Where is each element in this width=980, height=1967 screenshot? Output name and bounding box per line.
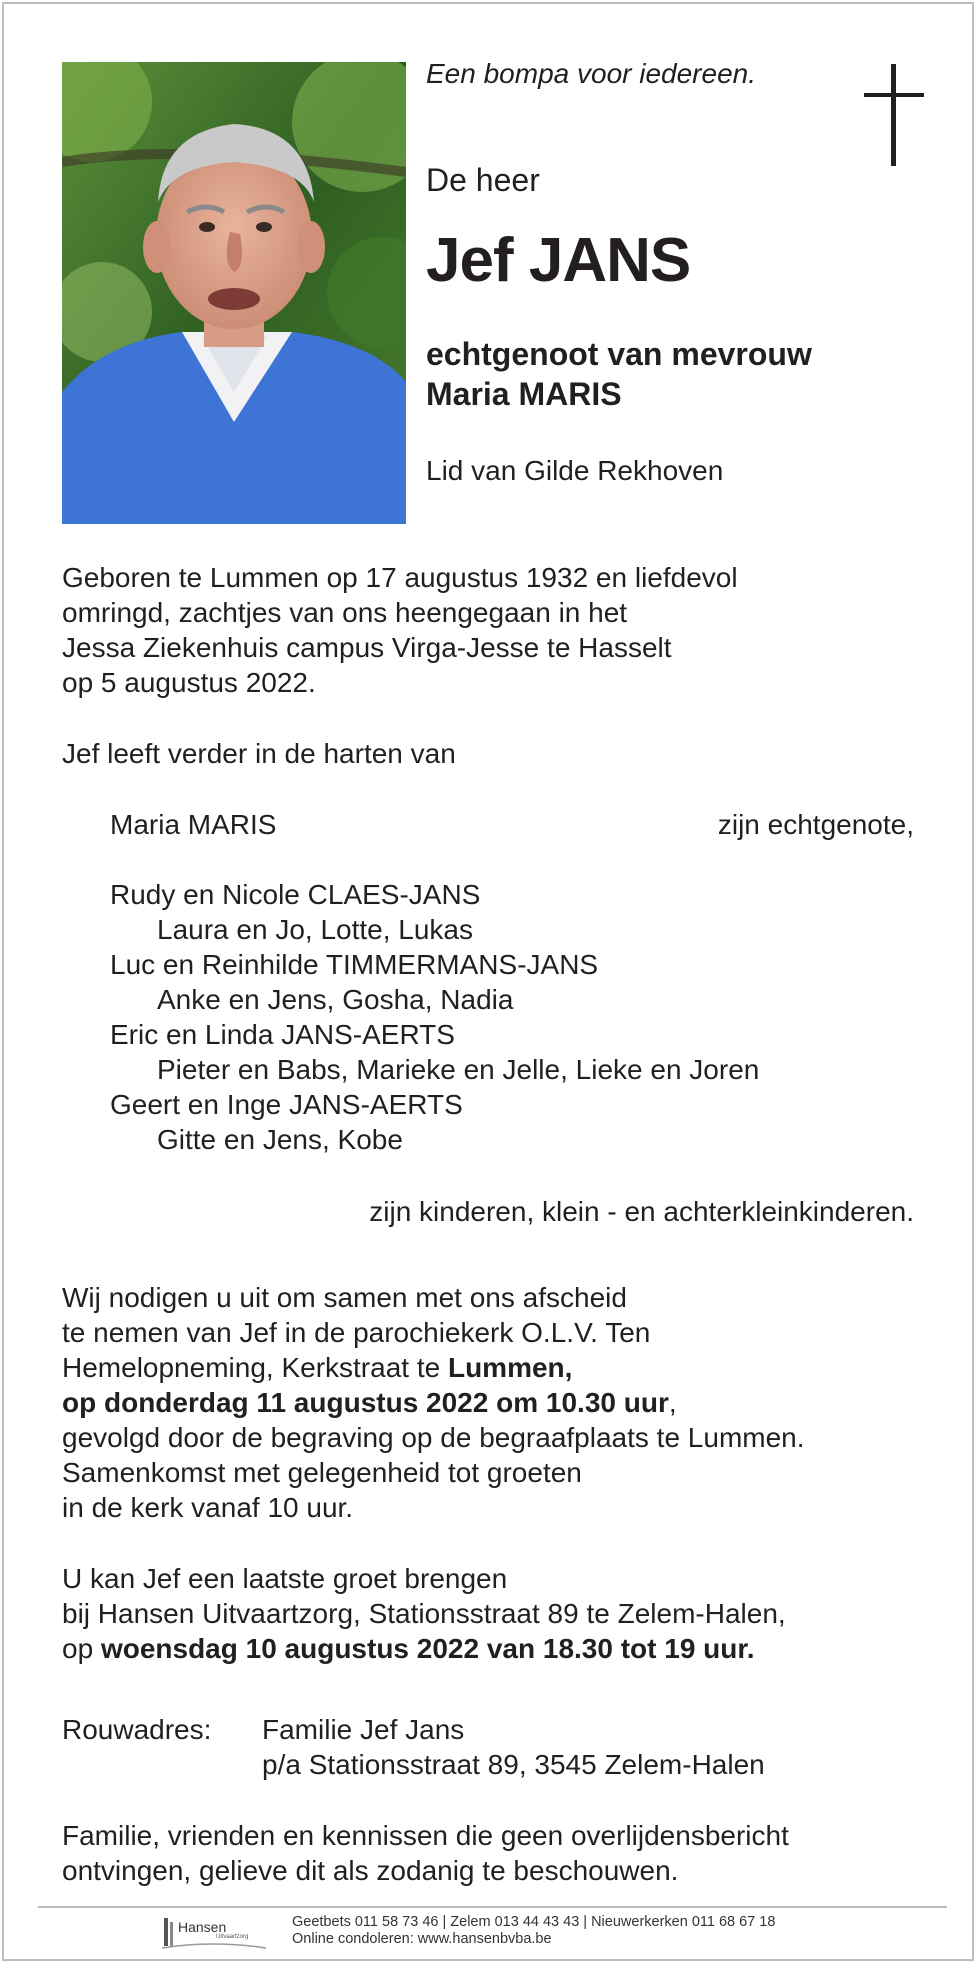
family-closing: zijn kinderen, klein - en achterkleinkinderen. (369, 1196, 914, 1227)
family-member: Anke en Jens, Gosha, Nadia (157, 984, 514, 1015)
footer-divider (38, 1906, 947, 1908)
address-line-1: Familie Jef Jans (262, 1714, 465, 1745)
obituary-card (2, 2, 974, 1961)
ceremony-line-5: gevolgd door de begraving op de begraafplaats te Lummen. (62, 1422, 805, 1453)
svg-text:Uitvaartzorg: Uitvaartzorg (216, 1934, 249, 1940)
birth-line-3: Jessa Ziekenhuis campus Virga-Jesse te Hasselt (62, 632, 672, 663)
address-line-2: p/a Stationsstraat 89, 3545 Zelem-Halen (262, 1749, 765, 1780)
portrait-photo (62, 62, 406, 524)
viewing-line-3: op woensdag 10 augustus 2022 van 18.30 tot 19 uur. (62, 1633, 755, 1664)
footer-online-link[interactable]: Online condoleren: www.hansenbvba.be (292, 1931, 552, 1947)
ceremony-place: Lummen, (447, 1352, 573, 1383)
family-member: Luc en Reinhilde TIMMERMANS-JANS (110, 949, 599, 980)
family-member: Eric en Linda JANS-AERTS (110, 1019, 455, 1050)
notice-line-2: ontvingen, gelieve dit als zodanig te beschouwen. (62, 1855, 679, 1886)
ceremony-date: op donderdag 11 augustus 2022 om 10.30 uur (62, 1387, 669, 1418)
motto: Een bompa voor iedereen. (426, 58, 756, 89)
ceremony-line-2: te nemen van Jef in de parochiekerk O.L.V. Ten (62, 1317, 651, 1348)
birth-line-1: Geboren te Lummen op 17 augustus 1932 en liefdevol (62, 562, 738, 593)
hansen-logo (162, 1914, 266, 1950)
viewing-date: woensdag 10 augustus 2022 van 18.30 tot 19 uur. (100, 1633, 755, 1664)
spouse-line-1: echtgenoot van mevrouw (426, 336, 812, 372)
footer-phones: Geetbets 011 58 73 46 | Zelem 013 44 43 43 | Nieuwerkerken 011 68 67 18 (292, 1914, 776, 1930)
address-label: Rouwadres: (62, 1714, 212, 1745)
svg-text:Hansen: Hansen (178, 1919, 227, 1935)
membership: Lid van Gilde Rekhoven (426, 455, 724, 486)
family-member: Laura en Jo, Lotte, Lukas (157, 914, 473, 945)
birth-line-4: op 5 augustus 2022. (62, 667, 316, 698)
salutation: De heer (426, 162, 540, 198)
viewing-line-2: bij Hansen Uitvaartzorg, Stationsstraat 89 te Zelem-Halen, (62, 1598, 786, 1629)
family-intro: Jef leeft verder in de harten van (62, 738, 456, 769)
ceremony-line-3: Hemelopneming, Kerkstraat te Lummen, (62, 1352, 573, 1383)
deceased-name: Jef JANS (426, 226, 691, 295)
spouse-name: Maria MARIS (110, 809, 277, 840)
viewing-line-1: U kan Jef een laatste groet brengen (62, 1563, 508, 1594)
spouse-line-2: Maria MARIS (426, 376, 622, 412)
notice-line-1: Familie, vrienden en kennissen die geen overlijdensbericht (62, 1820, 789, 1851)
family-member: Rudy en Nicole CLAES-JANS (110, 879, 481, 910)
latin-cross-icon (864, 64, 924, 166)
ceremony-line-1: Wij nodigen u uit om samen met ons afscheid (62, 1282, 627, 1313)
ceremony-line-7: in de kerk vanaf 10 uur. (62, 1492, 354, 1523)
birth-line-2: omringd, zachtjes van ons heengegaan in het (62, 597, 628, 628)
family-member: Gitte en Jens, Kobe (157, 1124, 403, 1155)
ceremony-line-4: op donderdag 11 augustus 2022 om 10.30 uur, (62, 1387, 677, 1418)
family-member: Pieter en Babs, Marieke en Jelle, Lieke en Joren (157, 1054, 760, 1085)
family-member: Geert en Inge JANS-AERTS (110, 1089, 463, 1120)
ceremony-line-6: Samenkomst met gelegenheid tot groeten (62, 1457, 582, 1488)
spouse-role: zijn echtgenote, (717, 809, 914, 840)
